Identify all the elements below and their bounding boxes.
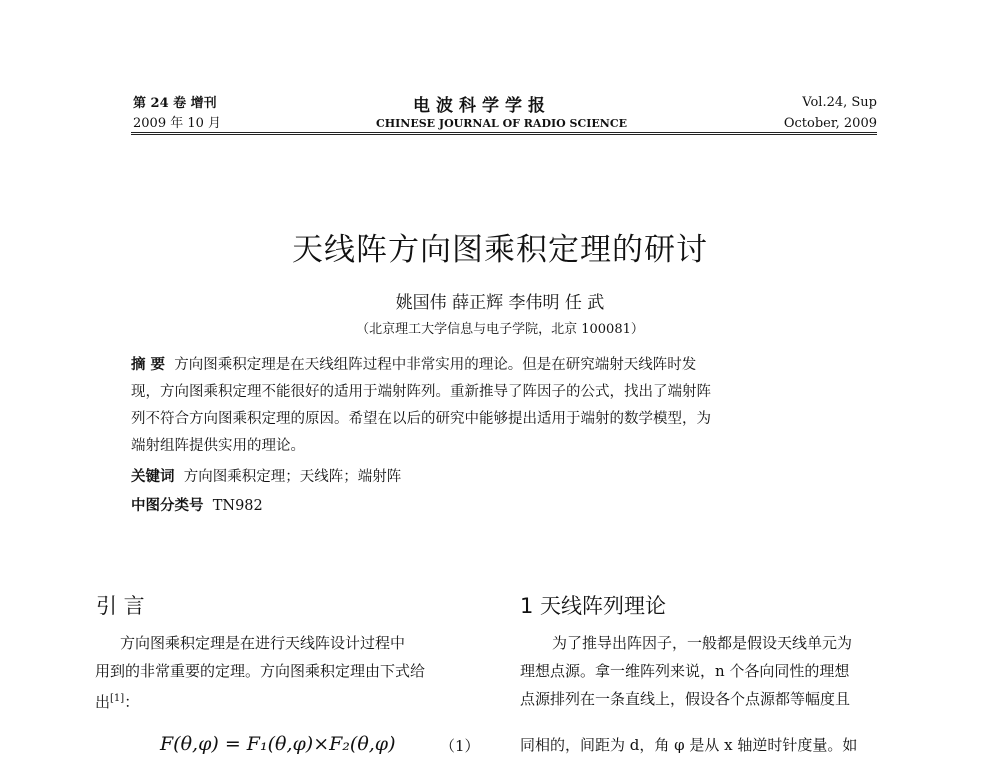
abstract-line: 端射组阵提供实用的理论。	[131, 438, 305, 454]
journal-name-en: CHINESE JOURNAL OF RADIO SCIENCE	[376, 117, 627, 130]
abstract-label: 摘 要	[131, 357, 166, 373]
header-rule	[131, 132, 877, 133]
header-date-cn: 2009 年 10 月	[133, 116, 222, 131]
section-heading-theory: 1 天线阵列理论	[520, 594, 667, 618]
intro-line-text: 出	[95, 693, 111, 711]
header-volume-en: Vol.24, Sup	[802, 95, 877, 110]
journal-name-cn: 电波科学学报	[413, 96, 551, 116]
classification-code: TN982	[212, 498, 263, 514]
classification-line	[131, 496, 263, 516]
intro-paragraph-line	[95, 689, 139, 712]
theory-paragraph-line: 同相的，间距为 d，角 φ 是从 x 轴逆时针度量。如	[520, 736, 858, 754]
intro-line-punct: ：	[124, 693, 140, 711]
abstract-text: 方向图乘积定理是在天线组阵过程中非常实用的理论。但是在研究端射天线阵时发	[174, 357, 697, 373]
abstract-line	[131, 355, 696, 375]
header-volume-cn: 第 24 卷 增刊	[133, 96, 217, 111]
header-date-en: October, 2009	[783, 116, 877, 131]
intro-paragraph-line: 方向图乘积定理是在进行天线阵设计过程中	[120, 634, 406, 652]
keywords-text: 方向图乘积定理；天线阵；端射阵	[183, 469, 402, 485]
classification-label: 中图分类号	[131, 498, 204, 514]
header-rule-double	[131, 134, 877, 135]
equation-1: F(θ,φ) = F₁(θ,φ)×F₂(θ,φ)	[160, 733, 396, 755]
article-title: 天线阵方向图乘积定理的研讨	[292, 232, 708, 268]
keywords-line	[131, 467, 401, 487]
theory-paragraph-line: 理想点源。拿一维阵列来说，n 个各向同性的理想	[520, 662, 850, 680]
section-heading-intro: 引 言	[96, 594, 145, 618]
article-authors: 姚国伟 薛正辉 李伟明 任 武	[395, 293, 605, 313]
abstract-line: 现，方向图乘积定理不能很好的适用于端射阵列。重新推导了阵因子的公式，找出了端射阵	[131, 384, 711, 400]
theory-paragraph-line: 点源排列在一条直线上，假设各个点源都等幅度且	[520, 690, 851, 708]
keywords-label: 关键词	[131, 469, 175, 485]
article-affiliation: （北京理工大学信息与电子学院，北京 100081）	[356, 322, 644, 337]
intro-paragraph-line: 用到的非常重要的定理。方向图乘积定理由下式给	[95, 662, 426, 680]
citation-ref: [1]	[110, 693, 125, 704]
equation-number: （1）	[440, 737, 480, 755]
theory-paragraph-line: 为了推导出阵因子，一般都是假设天线单元为	[552, 634, 853, 652]
abstract-line: 列不符合方向图乘积定理的原因。希望在以后的研究中能够提出适用于端射的数学模型，为	[131, 411, 711, 427]
